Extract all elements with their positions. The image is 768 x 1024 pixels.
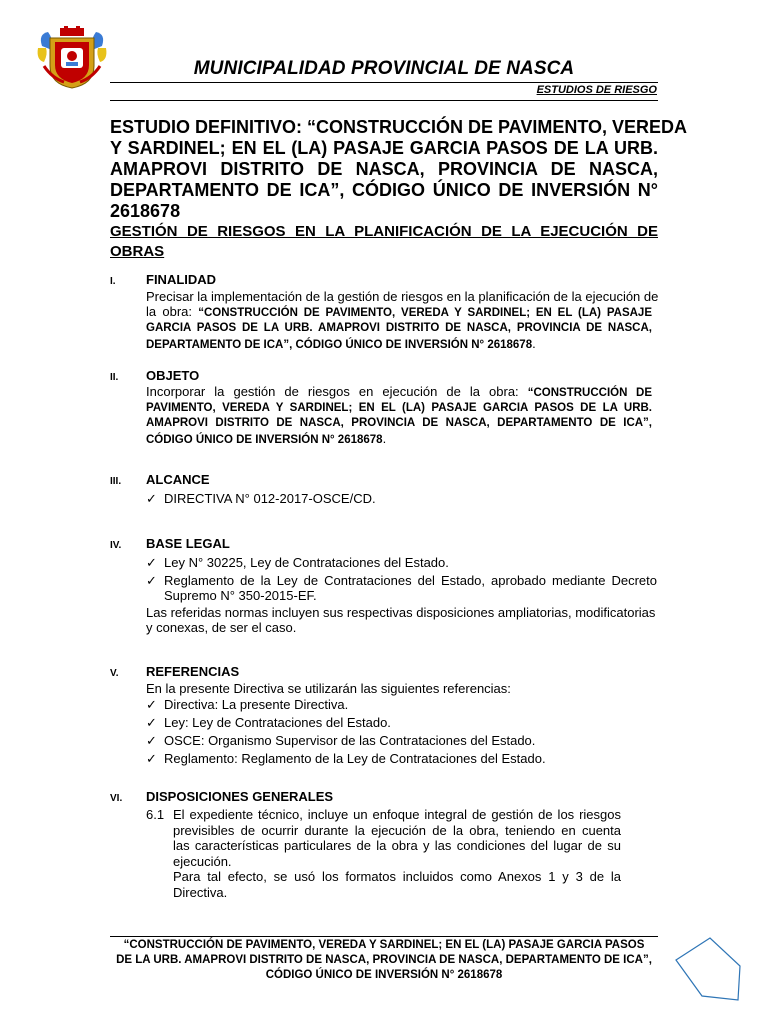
study-title-line: AMAPROVI DISTRITO DE NASCA, PROVINCIA DE NASCA, (110, 159, 658, 179)
list-item-text: Ley: Ley de Contrataciones del Estado. (164, 715, 391, 730)
body-line: AMAPROVI DISTRITO DE NASCA, PROVINCIA DE NASCA, DEPARTAMENTO DE ICA”, (146, 417, 652, 429)
body-line (146, 304, 652, 321)
project-name-bold: “CONSTRUCCIÓN DE PAVIMENTO, VEREDA Y SARDINEL; EN EL (LA) PASAJE (198, 307, 652, 319)
section-heading-finalidad: FINALIDAD (146, 272, 217, 287)
section-heading-alcance: ALCANCE (146, 472, 210, 487)
study-title-line: ESTUDIO DEFINITIVO: “CONSTRUCCIÓN DE PAVIMENTO, VEREDA (110, 117, 688, 137)
footer-line: DE LA URB. AMAPROVI DISTRITO DE NASCA, PROVINCIA DE NASCA, DEPARTAMENTO DE ICA”, (116, 954, 652, 966)
list-item (146, 751, 546, 766)
section-number: IV. (110, 540, 122, 551)
subsection-6-1-body (173, 807, 621, 900)
study-title-line: Y SARDINEL; EN EL (LA) PASAJE GARCIA PASOS DE LA URB. (110, 138, 658, 158)
list-item-text: DIRECTIVA N° 012-2017-OSCE/CD. (164, 491, 376, 506)
footer-line: CÓDIGO ÚNICO DE INVERSIÓN N° 2618678 (265, 969, 503, 981)
section-finalidad-body (146, 289, 659, 353)
body-line (146, 431, 652, 448)
section-number: I. (110, 276, 116, 287)
body-line: Directiva. (173, 884, 228, 900)
page-corner-arrow-icon (672, 936, 744, 1002)
list-item-text: Reglamento: Reglamento de la Ley de Contrataciones del Estado. (164, 751, 546, 766)
list-item (146, 697, 348, 712)
list-item-line: Supremo N° 350-2015-EF. (164, 588, 317, 603)
municipal-coat-of-arms-logo (34, 26, 110, 90)
body-line: Precisar la implementación de la gestión de riesgos en la planificación de la ejecución de (146, 289, 659, 304)
footer-project-name (110, 938, 658, 983)
project-name-bold: “CONSTRUCCIÓN DE (527, 387, 652, 399)
project-code-bold: CÓDIGO ÚNICO DE INVERSIÓN N° 2618678 (146, 434, 383, 446)
body-line: ejecución. (173, 853, 232, 869)
section-number: VI. (110, 793, 123, 804)
project-code-bold: DEPARTAMENTO DE ICA”, CÓDIGO ÚNICO DE INVERSIÓN N° 2618678 (146, 339, 533, 351)
section-heading-disposiciones: DISPOSICIONES GENERALES (146, 789, 334, 804)
section-number: II. (110, 372, 119, 383)
section-number: V. (110, 668, 119, 679)
checkmark-icon: ✓ (146, 491, 157, 506)
body-text: la obra: (146, 304, 199, 319)
checkmark-icon: ✓ (146, 697, 157, 712)
document-subtitle (110, 222, 658, 262)
list-item (146, 555, 449, 570)
subtitle-line: OBRAS (110, 243, 165, 260)
checkmark-icon: ✓ (146, 751, 157, 766)
header-rule-secondary (110, 100, 658, 101)
body-line: PAVIMENTO, VEREDA Y SARDINEL; EN EL (LA) PASAJE GARCIA PASOS DE LA URB. (146, 402, 652, 414)
list-item (146, 573, 164, 588)
body-line: En la presente Directiva se utilizarán las siguientes referencias: (146, 681, 511, 696)
body-line: El expediente técnico, incluye un enfoque integral de gestión de los riesgos (173, 807, 621, 822)
list-item-text: Ley N° 30225, Ley de Contrataciones del Estado. (164, 555, 449, 570)
footer-line: “CONSTRUCCIÓN DE PAVIMENTO, VEREDA Y SARDINEL; EN EL (LA) PASAJE GARCIA PASOS (123, 939, 645, 951)
list-item (146, 715, 391, 730)
body-line: GARCIA PASOS DE LA URB. AMAPROVI DISTRITO DE NASCA, PROVINCIA DE NASCA, (146, 322, 652, 334)
study-title-line: 2618678 (110, 201, 181, 221)
list-item (146, 491, 376, 506)
checkmark-icon: ✓ (146, 555, 157, 570)
header-rule (110, 82, 658, 83)
subsection-number: 6.1 (146, 807, 165, 822)
subtitle-line: GESTIÓN DE RIESGOS EN LA PLANIFICACIÓN DE LA EJECUCIÓN DE (110, 223, 658, 240)
body-line: y conexas, de ser el caso. (146, 620, 297, 635)
list-item (146, 733, 535, 748)
body-line: previsibles de ocurrir durante la ejecución de la obra, teniendo en cuenta (173, 822, 621, 838)
body-line: Para tal efecto, se usó los formatos incluidos como Anexos 1 y 3 de la (173, 869, 621, 884)
header-title: MUNICIPALIDAD PROVINCIAL DE NASCA (193, 58, 575, 79)
footer-rule (110, 936, 658, 937)
referencias-intro (146, 681, 652, 696)
checkmark-icon: ✓ (146, 733, 157, 748)
list-item-text: OSCE: Organismo Supervisor de las Contrataciones del Estado. (164, 733, 536, 748)
section-heading-base-legal: BASE LEGAL (146, 536, 230, 551)
study-title-line: DEPARTAMENTO DE ICA”, CÓDIGO ÚNICO DE INVERSIÓN N° (110, 180, 658, 200)
section-objeto-body (146, 384, 652, 448)
body-line: las características particulares de la obra y las condiciones del lugar de su (173, 838, 621, 853)
base-legal-note (146, 605, 656, 635)
section-number: III. (110, 476, 122, 487)
list-item-text: Directiva: La presente Directiva. (164, 697, 349, 712)
body-text: . (532, 336, 536, 351)
body-line (146, 384, 652, 401)
list-item-line: Reglamento de la Ley de Contrataciones del Estado, aprobado mediante Decreto (164, 573, 657, 588)
header-subtitle: ESTUDIOS DE RIESGO (536, 84, 657, 96)
body-text: . (382, 431, 387, 446)
checkmark-icon: ✓ (146, 715, 157, 730)
checkmark-icon: ✓ (146, 573, 157, 588)
list-item-text (164, 573, 657, 603)
section-heading-referencias: REFERENCIAS (146, 664, 240, 679)
section-heading-objeto: OBJETO (146, 368, 200, 383)
body-line: Las referidas normas incluyen sus respectivas disposiciones ampliatorias, modificatorias (146, 605, 656, 620)
body-line (146, 336, 652, 353)
body-text: Incorporar la gestión de riesgos en ejecución de la obra: (146, 384, 528, 399)
study-title (110, 117, 688, 222)
